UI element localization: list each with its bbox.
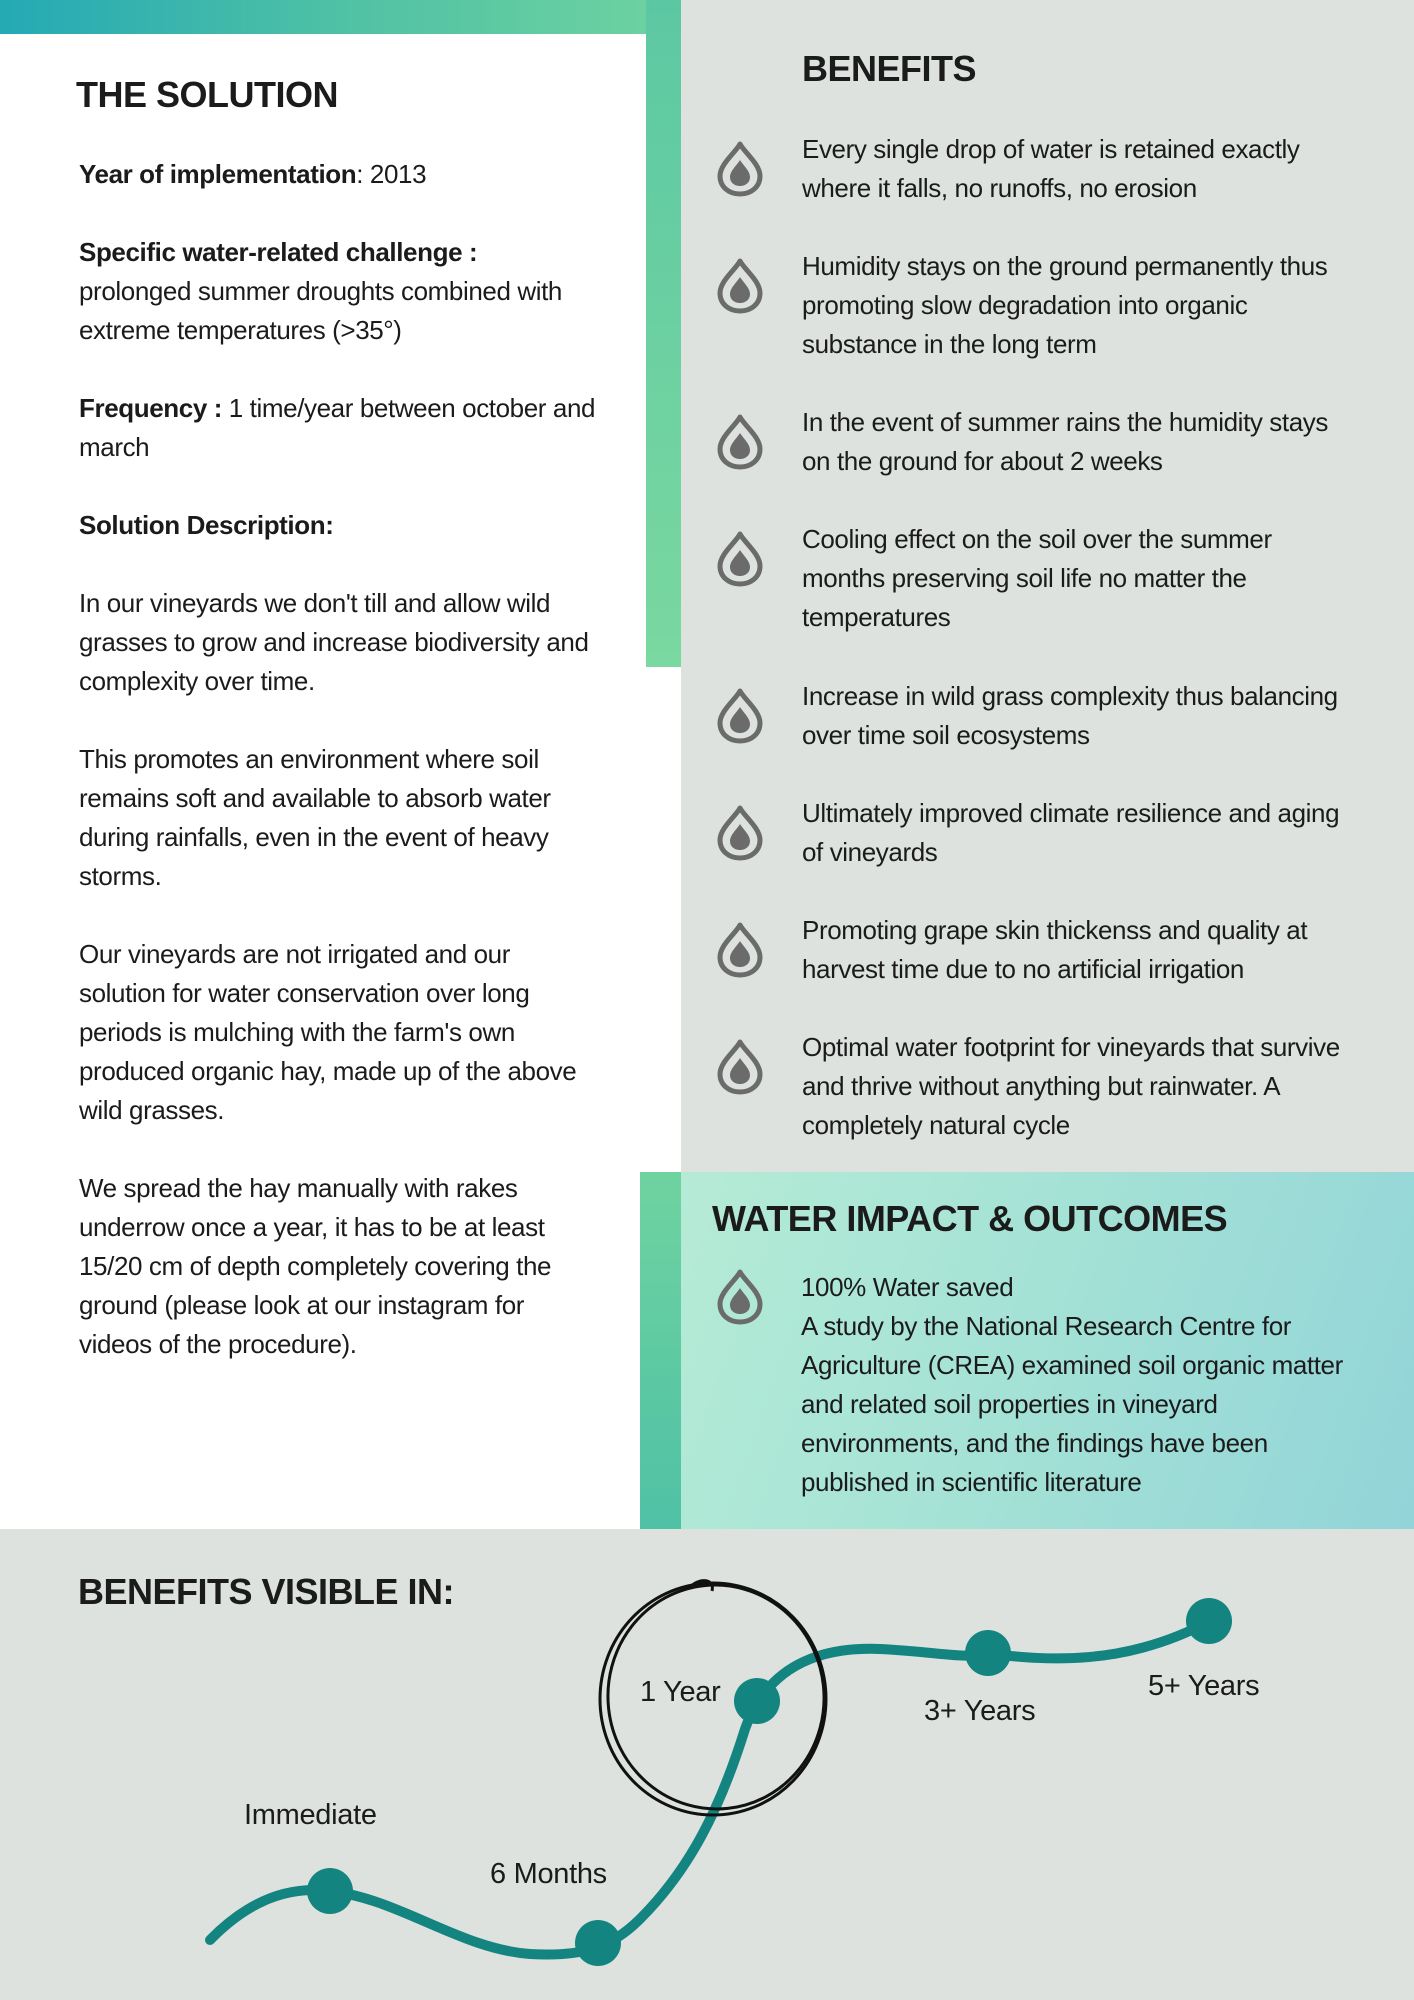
year-label: Year of implementation xyxy=(79,159,357,189)
timeline-title: BENEFITS VISIBLE IN: xyxy=(78,1571,455,1612)
description-paragraph: We spread the hay manually with rakes underrow once a year, it has to be at least 15/20 cm of depth completely covering the ground (please look at our instagram for videos of the procedure). xyxy=(79,1173,552,1359)
timeline-node-6-months xyxy=(575,1920,621,1966)
timeline-label-6-months: 6 Months xyxy=(490,1858,607,1890)
description-label-line xyxy=(79,506,599,545)
benefit-text: Optimal water footprint for vineyards that survive and thrive without anything but rainwater. A completely natural cycle xyxy=(802,1032,1340,1140)
water-drop-icon xyxy=(710,802,770,862)
water-drop-icon xyxy=(710,1266,770,1326)
water-drop-icon xyxy=(710,1036,770,1096)
benefits-title: BENEFITS xyxy=(802,48,977,89)
impact-accent-strip xyxy=(640,1172,681,1529)
impact-title: WATER IMPACT & OUTCOMES xyxy=(712,1198,1228,1239)
timeline-graphic xyxy=(0,1529,1414,2000)
benefit-text: Ultimately improved climate resilience and aging of vineyards xyxy=(802,798,1340,867)
water-drop-icon xyxy=(710,255,770,315)
water-drop-icon xyxy=(710,919,770,979)
water-drop-icon xyxy=(710,411,770,471)
frequency-label: Frequency : xyxy=(79,393,222,423)
benefit-text: In the event of summer rains the humidity stays on the ground for about 2 weeks xyxy=(802,407,1328,476)
frequency-value: 1 time/year between october and march xyxy=(79,393,596,462)
timeline-node-1-year xyxy=(734,1678,780,1724)
benefit-text: Humidity stays on the ground permanently thus promoting slow degradation into organic substance in the long term xyxy=(802,251,1328,359)
frequency-line xyxy=(79,389,599,467)
challenge-block xyxy=(79,233,599,350)
solution-title: THE SOLUTION xyxy=(76,74,338,115)
challenge-value: prolonged summer droughts combined with extreme temperatures (>35°) xyxy=(79,276,562,345)
benefit-text: Promoting grape skin thickenss and quality at harvest time due to no artificial irrigation xyxy=(802,915,1308,984)
timeline-curve xyxy=(210,1621,1210,1955)
challenge-label: Specific water-related challenge : xyxy=(79,237,478,267)
water-drop-icon xyxy=(710,685,770,745)
benefit-text: Every single drop of water is retained exactly where it falls, no runoffs, no erosion xyxy=(802,134,1300,203)
description-paragraph: In our vineyards we don't till and allow wild grasses to grow and increase biodiversity and complexity over time. xyxy=(79,588,589,696)
description-paragraph: This promotes an environment where soil remains soft and available to absorb water during rainfalls, even in the event of heavy storms. xyxy=(79,744,551,891)
description-paragraph: Our vineyards are not irrigated and our solution for water conservation over long periods is mulching with the farm's own produced organic hay, made up of the above wild grasses. xyxy=(79,939,577,1125)
benefit-text: Increase in wild grass complexity thus balancing over time soil ecosystems xyxy=(802,681,1338,750)
impact-body xyxy=(801,1268,1361,1502)
timeline-node-5-years xyxy=(1186,1598,1232,1644)
water-drop-icon xyxy=(710,138,770,198)
water-drop-icon xyxy=(710,528,770,588)
description-label: Solution Description: xyxy=(79,510,334,540)
timeline-node-3-years xyxy=(965,1630,1011,1676)
green-accent-strip xyxy=(646,0,681,667)
year-value: : 2013 xyxy=(356,159,427,189)
solution-body xyxy=(79,155,599,1403)
timeline-node-immediate xyxy=(307,1868,353,1914)
top-accent-bar xyxy=(0,0,681,34)
year-line xyxy=(79,155,599,194)
timeline-label-3-years: 3+ Years xyxy=(924,1695,1036,1727)
impact-text: A study by the National Research Centre for Agriculture (CREA) examined soil organic matter and related soil properties in vineyard environments, and the findings have been published in scientific literature xyxy=(801,1311,1343,1497)
timeline-label-5-years: 5+ Years xyxy=(1148,1670,1260,1702)
timeline-label-immediate: Immediate xyxy=(244,1799,377,1831)
timeline-label-1-year: 1 Year xyxy=(640,1676,721,1708)
impact-headline: 100% Water saved xyxy=(801,1272,1014,1302)
benefit-text: Cooling effect on the soil over the summer months preserving soil life no matter the temperatures xyxy=(802,524,1272,632)
